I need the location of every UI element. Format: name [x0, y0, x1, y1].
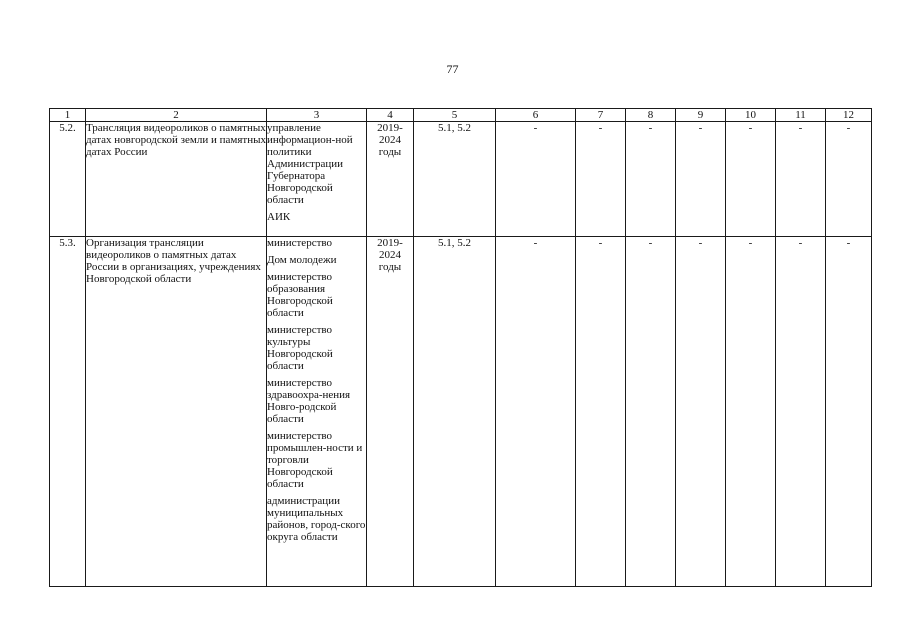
page-number: 77 — [446, 62, 459, 76]
value-cell: - — [496, 122, 576, 237]
table-row — [50, 122, 872, 237]
value-cell: - — [576, 237, 626, 587]
activity-name: Организация трансляции видеороликов о памятных датах России в организациях, учреждениях Новгородской области — [86, 237, 267, 587]
responsible-entity: министерство — [267, 237, 333, 249]
responsible-entity: министерство образования Новгородской области — [267, 271, 333, 319]
value-cell: - — [726, 122, 776, 237]
value-cell: - — [496, 237, 576, 587]
value-cell: - — [726, 237, 776, 587]
value-cell: - — [676, 122, 726, 237]
value-cell: - — [676, 237, 726, 587]
responsible-entity: Дом молодежи — [267, 254, 337, 266]
header-cell: 8 — [626, 109, 676, 122]
header-cell: 12 — [826, 109, 872, 122]
header-cell: 1 — [50, 109, 86, 122]
header-row — [50, 109, 872, 122]
header-cell: 7 — [576, 109, 626, 122]
row-number: 5.2. — [50, 122, 86, 237]
value-cell: - — [826, 122, 872, 237]
value-cell: - — [826, 237, 872, 587]
responsible-cell — [267, 237, 367, 587]
value-cell: - — [776, 122, 826, 237]
row-number: 5.3. — [50, 237, 86, 587]
indicator-refs: 5.1, 5.2 — [414, 237, 496, 587]
plan-table — [49, 108, 872, 587]
activity-name: Трансляция видеороликов о памятных датах новгородской земли и памятных датах России — [86, 122, 267, 237]
responsible-entity: управление информацион-ной политики Администрации Губернатора Новгородской области — [267, 122, 353, 206]
header-cell: 4 — [367, 109, 414, 122]
responsible-entity: министерство культуры Новгородской области — [267, 324, 333, 372]
header-cell: 2 — [86, 109, 267, 122]
value-cell: - — [626, 237, 676, 587]
header-cell: 9 — [676, 109, 726, 122]
header-cell: 6 — [496, 109, 576, 122]
responsible-entity: АИК — [267, 211, 291, 223]
period-years: 2019-2024 годы — [367, 122, 414, 237]
responsible-entity: министерство здравоохра-нения Новго-родской области — [267, 377, 351, 425]
value-cell: - — [776, 237, 826, 587]
header-cell: 11 — [776, 109, 826, 122]
header-cell: 5 — [414, 109, 496, 122]
responsible-entity: министерство промышлен-ности и торговли Новгородской области — [267, 430, 363, 490]
header-cell: 10 — [726, 109, 776, 122]
value-cell: - — [576, 122, 626, 237]
responsible-entity: администрации муниципальных районов, город-ского округа области — [267, 495, 366, 543]
value-cell: - — [626, 122, 676, 237]
period-years: 2019-2024 годы — [367, 237, 414, 587]
responsible-cell — [267, 122, 367, 237]
header-cell: 3 — [267, 109, 367, 122]
indicator-refs: 5.1, 5.2 — [414, 122, 496, 237]
table-row — [50, 237, 872, 587]
